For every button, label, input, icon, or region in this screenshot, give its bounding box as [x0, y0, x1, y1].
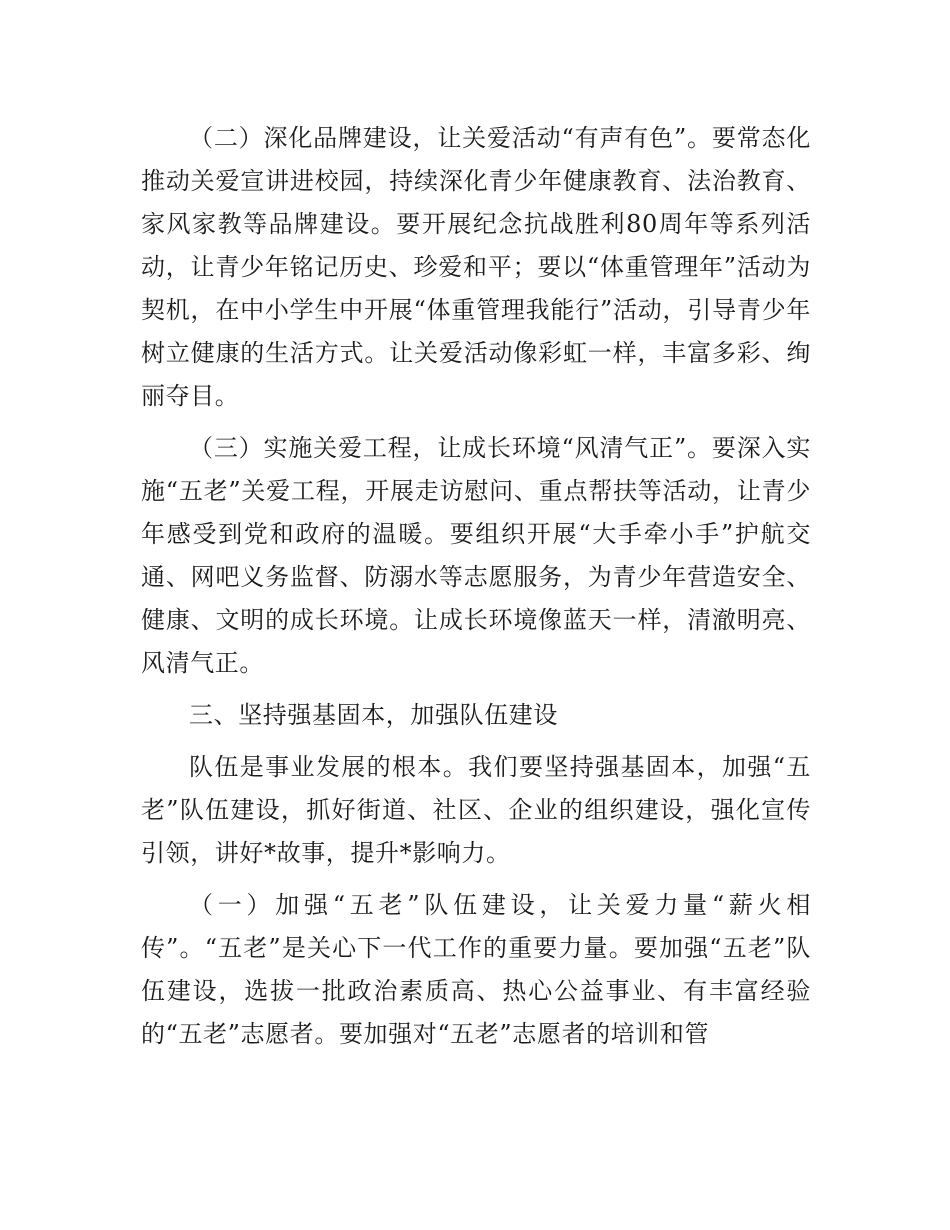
document-body	[141, 117, 811, 1065]
paragraph-brand-building: （二）深化品牌建设，让关爱活动“有声有色”。要常态化推动关爱宣讲进校园，持续深化青少年健康教育、法治教育、家风家教等品牌建设。要开展纪念抗战胜利80周年等系列活动，让青少年铭记历史、珍爱和平；要以“体重管理年”活动为契机，在中小学生中开展“体重管理我能行”活动，引导青少年树立健康的生活方式。让关爱活动像彩虹一样，丰富多彩、绚丽夺目。	[141, 124, 811, 410]
paragraph-care-project: （三）实施关爱工程，让成长环境“风清气正”。要深入实施“五老”关爱工程，开展走访慰问、重点帮扶等活动，让青少年感受到党和政府的温暖。要组织开展“大手牵小手”护航交通、网吧义务监督、防溺水等志愿服务，为青少年营造安全、健康、文明的成长环境。让成长环境像蓝天一样，清澈明亮、风清气正。	[141, 434, 811, 677]
paragraph-five-elders-team: （一）加强“五老”队伍建设，让关爱力量“薪火相传”。“五老”是关心下一代工作的重要力量。要加强“五老”队伍建设，选拔一批政治素质高、热心公益事业、有丰富经验的“五老”志愿者。要加强对“五老”志愿者的培训和管	[141, 891, 811, 1048]
section-heading-team-building: 三、坚持强基固本，加强队伍建设	[189, 701, 558, 729]
paragraph-team-foundation: 队伍是事业发展的根本。我们要坚持强基固本，加强“五老”队伍建设，抓好街道、社区、企业的组织建设，强化宣传引领，讲好*故事，提升*影响力。	[141, 753, 811, 867]
